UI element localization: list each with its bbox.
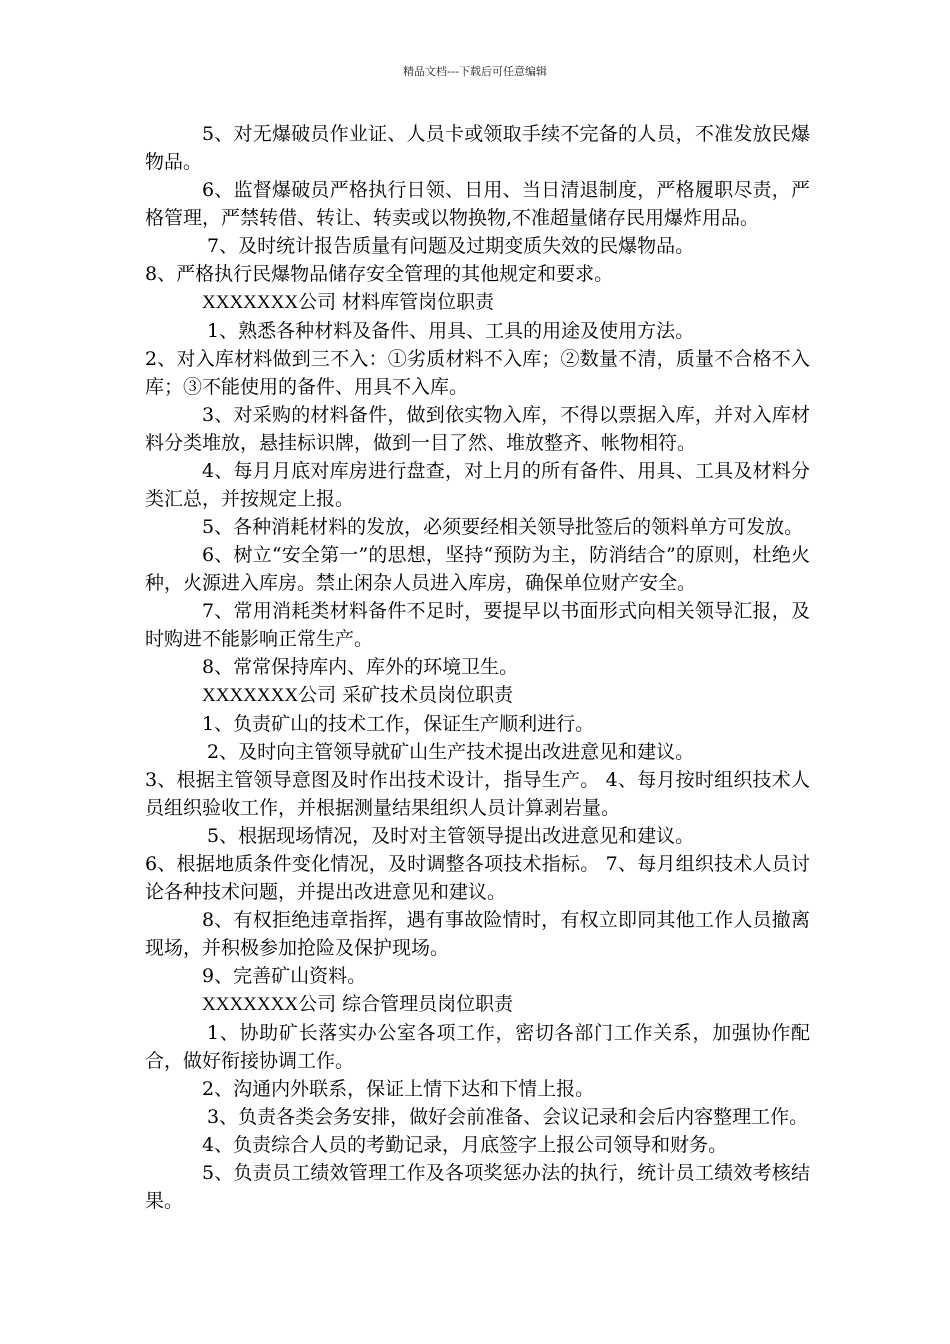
paragraph: 5、对无爆破员作业证、人员卡或领取手续不完备的人员，不准发放民爆物品。 — [145, 123, 810, 173]
section-title: 公司 材料库管岗位职责 — [298, 291, 495, 313]
paragraph: 1、熟悉各种材料及备件、用具、工具的用途及使用方法。 — [207, 320, 695, 342]
document-body — [145, 120, 810, 1215]
section-title: 公司 采矿技术员岗位职责 — [298, 684, 514, 706]
paragraph: 3、对采购的材料备件，做到依实物入库，不得以票据入库，并对入库材料分类堆放，悬挂标识牌，做到一目了然、堆放整齐、帐物相符。 — [145, 404, 810, 454]
paragraph: 5、负责员工绩效管理工作及各项奖惩办法的执行，统计员工绩效考核结果。 — [145, 1162, 810, 1212]
paragraph: 7、及时统计报告质量有问题及过期变质失效的民爆物品。 — [207, 235, 695, 257]
paragraph: 2、沟通内外联系，保证上情下达和下情上报。 — [202, 1078, 595, 1100]
company-name: XXXXXXX — [202, 685, 299, 706]
paragraph: 2、及时向主管领导就矿山生产技术提出改进意见和建议。 — [207, 741, 695, 763]
paragraph: 4、负责综合人员的考勤记录，月底签字上报公司领导和财务。 — [202, 1134, 728, 1156]
paragraph: 9、完善矿山资料。 — [202, 965, 367, 987]
section-heading — [145, 681, 810, 710]
section-heading — [145, 990, 810, 1019]
company-name: XXXXXXX — [202, 994, 299, 1015]
paragraph: 6、根据地质条件变化情况，及时调整各项技术指标。 7、每月组织技术人员讨论各种技术问题，并提出改进意见和建议。 — [145, 853, 810, 903]
page-header: 精品文档---下载后可任意编辑 — [403, 65, 547, 78]
paragraph: 1、负责矿山的技术工作，保证生产顺利进行。 — [202, 713, 595, 735]
paragraph: 8、严格执行民爆物品储存安全管理的其他规定和要求。 — [145, 263, 614, 285]
paragraph: 3、负责各类会务安排，做好会前准备、会议记录和会后内容整理工作。 — [207, 1106, 809, 1128]
paragraph: 8、常常保持库内、库外的环境卫生。 — [202, 656, 519, 678]
paragraph: 5、根据现场情况，及时对主管领导提出改进意见和建议。 — [207, 825, 695, 847]
paragraph: 6、树立“安全第一”的思想，坚持“预防为主，防消结合”的原则，杜绝火种，火源进入库房。禁止闲杂人员进入库房，确保单位财产安全。 — [145, 544, 810, 594]
section-title: 公司 综合管理员岗位职责 — [298, 993, 514, 1015]
company-name: XXXXXXX — [202, 292, 299, 313]
paragraph: 1、协助矿长落实办公室各项工作，密切各部门工作关系，加强协作配合，做好衔接协调工作。 — [145, 1022, 810, 1072]
section-heading — [145, 288, 810, 317]
paragraph: 2、对入库材料做到三不入：①劣质材料不入库；②数量不清，质量不合格不入库；③不能使用的备件、用具不入库。 — [145, 348, 810, 398]
paragraph: 7、常用消耗类材料备件不足时，要提早以书面形式向相关领导汇报，及时购进不能影响正常生产。 — [145, 600, 810, 650]
paragraph: 5、各种消耗材料的发放，必须要经相关领导批签后的领料单方可发放。 — [202, 516, 804, 538]
paragraph: 4、每月月底对库房进行盘查，对上月的所有备件、用具、工具及材料分类汇总，并按规定上报。 — [145, 460, 810, 510]
paragraph: 6、监督爆破员严格执行日领、日用、当日清退制度，严格履职尽责，严格管理，严禁转借、转让、转卖或以物换物,不准超量储存民用爆炸用品。 — [145, 179, 810, 229]
paragraph: 3、根据主管领导意图及时作出技术设计，指导生产。 4、每月按时组织技术人员组织验收工作，并根据测量结果组织人员计算剥岩量。 — [145, 769, 810, 819]
paragraph: 8、有权拒绝违章指挥，遇有事故险情时，有权立即同其他工作人员撤离现场，并积极参加抢险及保护现场。 — [145, 909, 810, 959]
